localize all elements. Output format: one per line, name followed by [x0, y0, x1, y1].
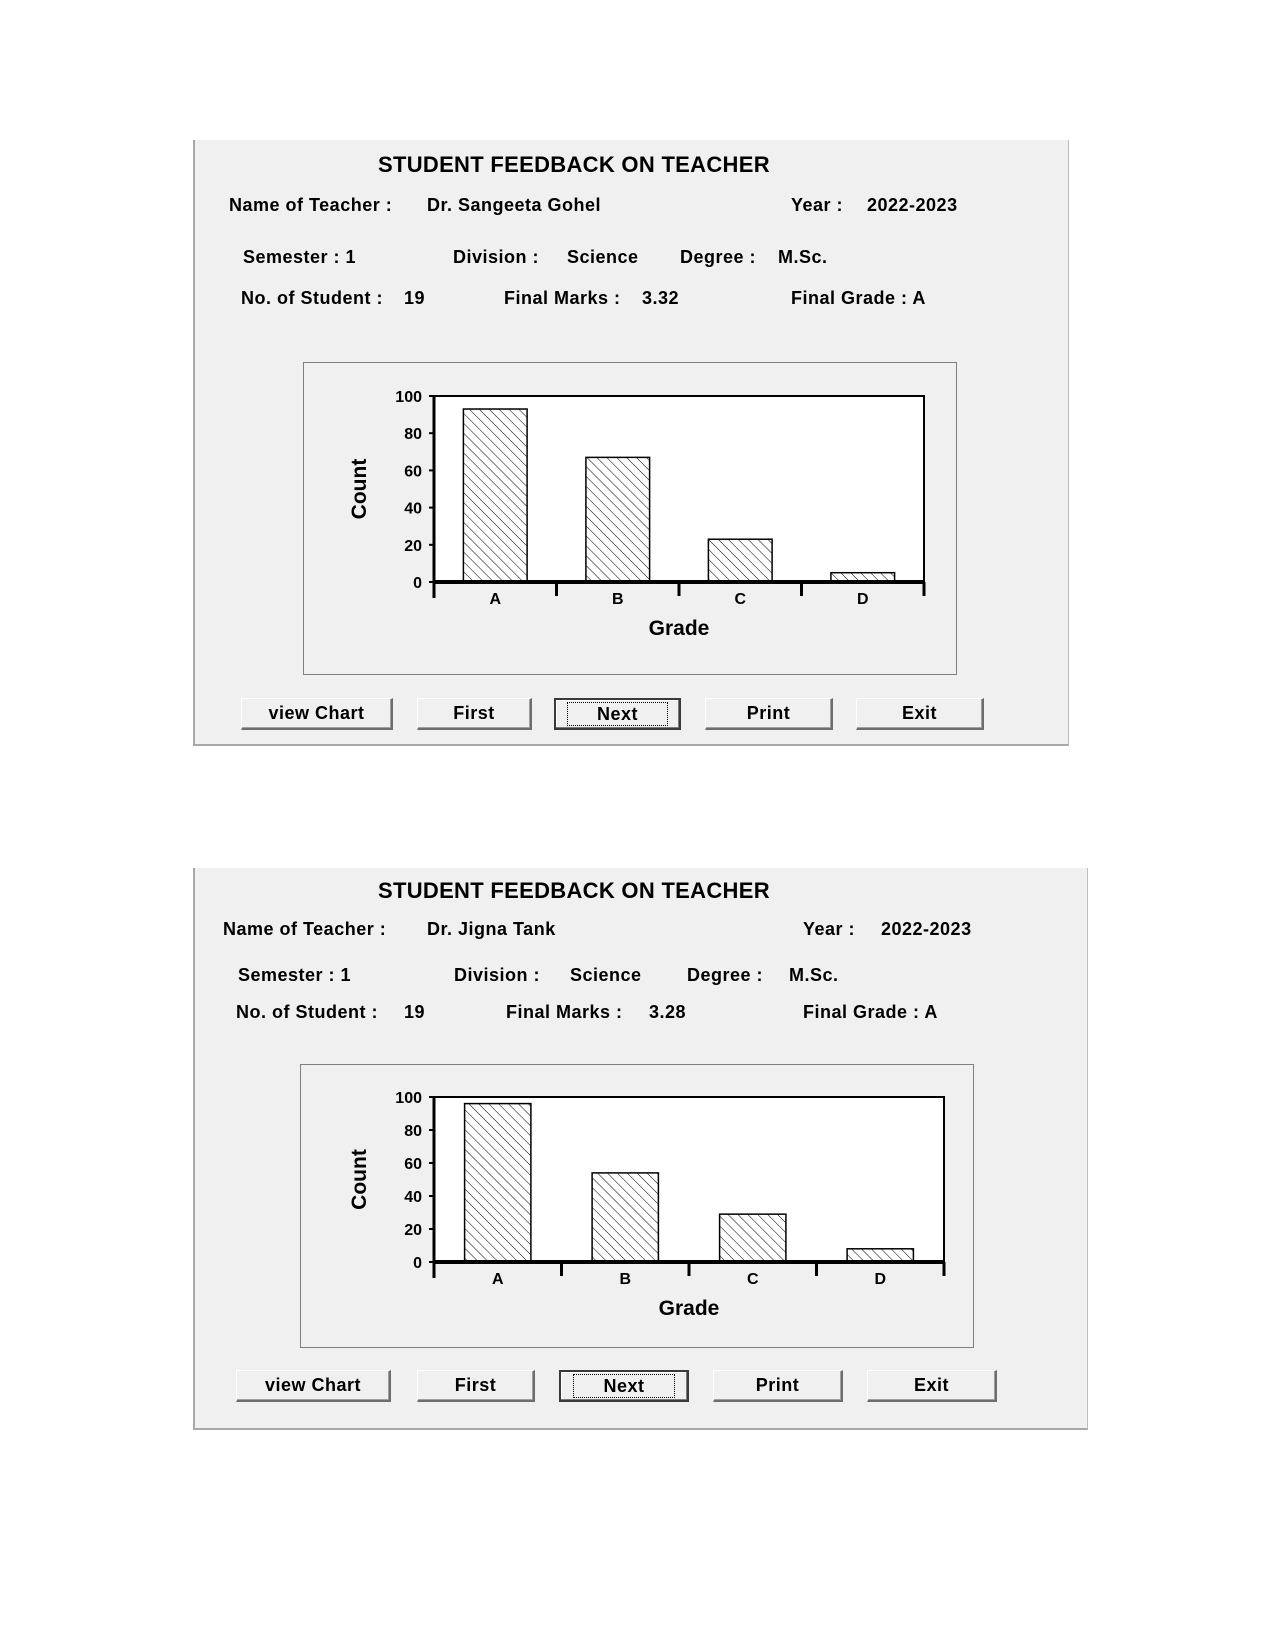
bar-B	[592, 1173, 658, 1262]
y-tick-label: 20	[404, 537, 422, 555]
y-tick-label: 60	[404, 1156, 422, 1173]
next-button-label: Next	[569, 704, 666, 724]
grade-bar-chart	[301, 1065, 975, 1349]
degree-value: M.Sc.	[778, 247, 828, 267]
feedback-window-1	[193, 140, 1069, 746]
degree-label: Degree :	[680, 247, 757, 267]
view-chart-button[interactable]: view Chart	[241, 698, 393, 730]
window-title: STUDENT FEEDBACK ON TEACHER	[378, 878, 770, 903]
degree-label: Degree :	[687, 965, 764, 985]
year-label: Year :	[803, 919, 856, 939]
teacher-label: Name of Teacher :	[229, 195, 393, 215]
print-button[interactable]: Print	[705, 698, 833, 730]
x-tick-label: D	[856, 591, 869, 608]
x-tick-label: A	[491, 1271, 504, 1288]
semester-label: Semester : 1	[238, 965, 352, 985]
semester-label: Semester : 1	[243, 247, 357, 267]
division-label: Division :	[453, 247, 540, 267]
feedback-window-2	[193, 868, 1088, 1430]
next-button[interactable]	[559, 1370, 689, 1402]
y-tick-label: 40	[404, 500, 422, 518]
marks-label: Final Marks :	[504, 288, 621, 308]
x-tick-label: D	[874, 1271, 887, 1288]
y-tick-label: 100	[395, 389, 422, 406]
final-grade-label: Final Grade : A	[803, 1002, 938, 1022]
first-button[interactable]: First	[417, 698, 532, 730]
bar-A	[465, 1104, 531, 1262]
x-tick-label: A	[489, 591, 502, 608]
exit-button[interactable]: Exit	[856, 698, 984, 730]
y-tick-label: 0	[413, 1255, 422, 1272]
x-tick-label: C	[746, 1271, 759, 1288]
teacher-value: Dr. Jigna Tank	[427, 919, 556, 939]
division-value: Science	[570, 965, 642, 985]
x-tick-label: C	[734, 591, 747, 608]
window-title: STUDENT FEEDBACK ON TEACHER	[378, 152, 770, 177]
y-tick-label: 0	[413, 575, 422, 592]
grade-chart	[300, 1064, 974, 1348]
bar-A	[463, 409, 527, 582]
next-button[interactable]	[554, 698, 681, 730]
year-value: 2022-2023	[867, 195, 958, 215]
division-value: Science	[567, 247, 639, 267]
y-axis-title: Count	[348, 1149, 371, 1210]
marks-label: Final Marks :	[506, 1002, 623, 1022]
bar-B	[586, 457, 650, 582]
x-tick-label: B	[611, 591, 624, 608]
division-label: Division :	[454, 965, 541, 985]
teacher-value: Dr. Sangeeta Gohel	[427, 195, 602, 215]
print-button[interactable]: Print	[713, 1370, 843, 1402]
bar-C	[720, 1214, 786, 1262]
next-button-label: Next	[575, 1376, 672, 1396]
exit-button[interactable]: Exit	[867, 1370, 997, 1402]
grade-bar-chart	[304, 363, 958, 676]
students-label: No. of Student :	[236, 1002, 378, 1022]
marks-value: 3.32	[642, 288, 680, 308]
final-grade-label: Final Grade : A	[791, 288, 926, 308]
y-tick-label: 40	[404, 1189, 422, 1206]
y-tick-label: 80	[404, 1123, 422, 1140]
bar-C	[708, 539, 772, 582]
y-tick-label: 100	[395, 1090, 422, 1107]
students-value: 19	[404, 1002, 426, 1022]
degree-value: M.Sc.	[789, 965, 839, 985]
view-chart-button[interactable]: view Chart	[236, 1370, 391, 1402]
y-tick-label: 60	[404, 463, 422, 481]
students-label: No. of Student :	[241, 288, 383, 308]
teacher-label: Name of Teacher :	[223, 919, 387, 939]
y-tick-label: 20	[404, 1222, 422, 1239]
x-axis-title: Grade	[648, 617, 710, 640]
x-axis-title: Grade	[658, 1297, 720, 1320]
y-tick-label: 80	[404, 426, 422, 444]
x-tick-label: B	[619, 1271, 632, 1288]
grade-chart	[303, 362, 957, 675]
marks-value: 3.28	[649, 1002, 687, 1022]
y-axis-title: Count	[348, 458, 371, 520]
first-button[interactable]: First	[417, 1370, 535, 1402]
year-label: Year :	[791, 195, 844, 215]
year-value: 2022-2023	[881, 919, 972, 939]
students-value: 19	[404, 288, 426, 308]
